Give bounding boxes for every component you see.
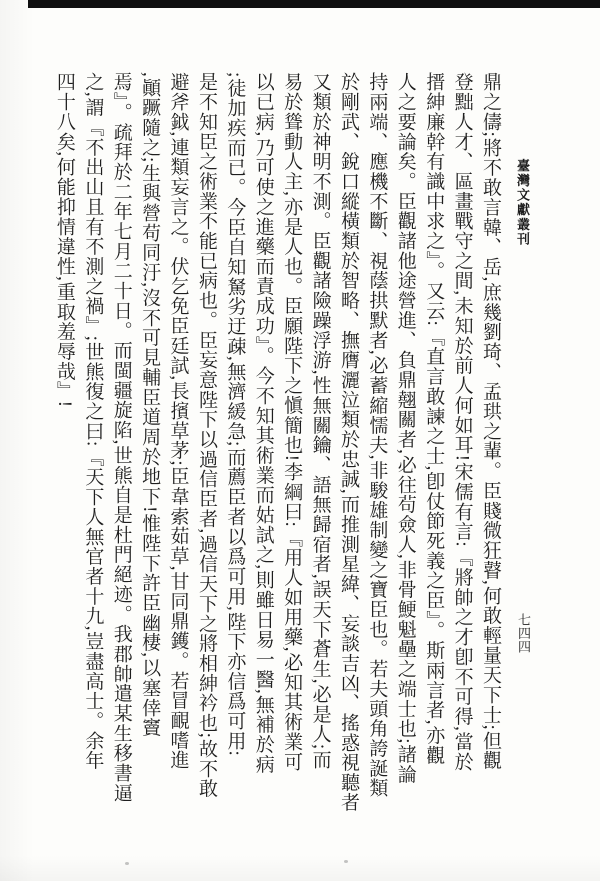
vertical-text-block — [50, 72, 505, 834]
text-column: 登黜人才、區畫戰守之間,未知於前人何如耳!宋儒有言:『將帥之才卽不可得,當於 — [451, 72, 473, 772]
scan-edge-band — [28, 0, 600, 8]
text-column: 人之要論矣。臣觀諸他途營進、負鼎翹關者,必往茍僉人,非骨鯁魁壘之端士也;諸論 — [394, 72, 416, 785]
text-column: 於剛武、銳口縱橫類於智略、撫膺灑泣類於忠誠,而推測星緯、妄談吉凶、搖惑視聽者 — [337, 72, 359, 813]
scan-shadow-left — [0, 0, 34, 881]
page-number: 七四四 — [516, 613, 531, 654]
text-column: 焉』。疏拜於二年七月二十日。而閩疆旋陷,世熊自是杜門絕迹。我郡帥遣某生移書逼 — [110, 72, 132, 803]
scan-speck — [344, 860, 348, 863]
scan-shadow-bottom — [0, 855, 600, 881]
text-column: 搢紳廉幹有識中求之』。又云:『直言敢諫之士,卽仗節死義之臣』。斯兩言者,亦觀 — [423, 72, 445, 766]
text-column: ,顚蹶隨之;生與營苟同汙,沒不可見輔臣道周於地下!惟陛下許臣幽棲,以塞倖竇 — [139, 72, 161, 738]
text-column: 鼎之儔;將不敢言韓、岳,庶幾劉琦、孟珙之輩。臣賤微狂瞽,何敢輕量天下士;但觀 — [480, 72, 501, 771]
text-column: 以已病,乃可使之進藥而責成功』。今不知其術業而姑試之,則雖日易一醫,無補於病 — [252, 72, 274, 775]
running-title: 臺灣文獻叢刊 — [515, 159, 530, 247]
text-column: ;徒加疾而已。今臣自知駑劣迂疎,無濟緩急;而薦臣者以爲可用,陛下亦信爲可用: — [224, 72, 246, 757]
text-column: 易於聳動人主,亦是人也。臣願陛下之愼簡也!李綱曰:『用人如用藥,必知其術業可 — [281, 72, 303, 772]
text-column: 之,謂『不出山且有不測之禍』;世熊復之曰:『天下人無官者十九,豈盡高士。余年 — [82, 72, 104, 771]
scan-speck — [125, 862, 129, 865]
text-column: 是不知臣之術業不能已病也。臣妄意陛下以過信臣者,過信天下之將相紳衿也;故不敢 — [195, 72, 217, 799]
text-column: 四十八矣,何能抑情違性,重取羞辱哉』! — [53, 72, 75, 408]
text-column: 避斧鉞,連類妄言之。伏乞免臣廷試,長擯草茅;臣韋索茹草,甘同鼎鑊。若冒靦嗜進 — [167, 72, 189, 770]
text-column: 又類於神明不測。臣觀諸險躁浮游,性無關鑰、語無歸宿者,誤天下蒼生,必是人;而 — [309, 72, 331, 770]
text-column: 持兩端、應機不斷、視蔭拱默者,必蓄縮懦夫,非駿雄制變之寶臣也。若夫頭角誇誕類 — [366, 72, 388, 798]
